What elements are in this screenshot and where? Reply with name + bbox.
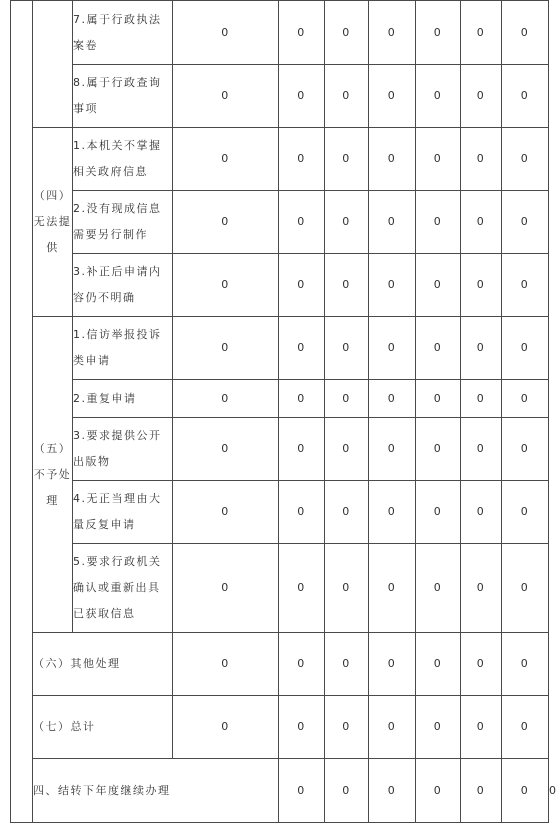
value-cell: 0 bbox=[369, 481, 416, 544]
table-row bbox=[11, 418, 549, 481]
row-label: （七）总计 bbox=[33, 696, 173, 759]
value-cell: 0 bbox=[279, 65, 325, 128]
table-row bbox=[11, 317, 549, 380]
row-label: 1.本机关不掌握相关政府信息 bbox=[73, 128, 173, 191]
value-cell: 0 bbox=[416, 65, 461, 128]
value-cell: 0 bbox=[461, 1, 502, 65]
value-cell: 0 bbox=[279, 418, 325, 481]
row-label: 8.属于行政查询事项 bbox=[73, 65, 173, 128]
value-cell: 0 bbox=[461, 191, 502, 254]
value-cell: 0 bbox=[416, 191, 461, 254]
value-cell: 0 bbox=[461, 481, 502, 544]
value-cell: 0 bbox=[416, 317, 461, 380]
value-cell: 0 bbox=[416, 633, 461, 696]
value-cell: 0 bbox=[279, 696, 325, 759]
table-row bbox=[11, 544, 549, 633]
value-cell: 0 bbox=[173, 254, 279, 317]
value-cell: 0 bbox=[369, 65, 416, 128]
value-cell: 0 bbox=[279, 633, 325, 696]
row-label: 5.要求行政机关确认或重新出具已获取信息 bbox=[73, 544, 173, 633]
value-cell: 0 bbox=[416, 380, 461, 418]
value-cell: 0 bbox=[461, 65, 502, 128]
value-cell: 0 bbox=[369, 759, 416, 823]
value-cell: 0 bbox=[325, 191, 369, 254]
value-cell: 0 bbox=[416, 481, 461, 544]
value-cell: 0 bbox=[502, 317, 549, 380]
table-row bbox=[11, 254, 549, 317]
row-label: 2.没有现成信息需要另行制作 bbox=[73, 191, 173, 254]
value-cell: 0 bbox=[369, 317, 416, 380]
table-row bbox=[11, 696, 549, 759]
value-cell: 0 bbox=[325, 481, 369, 544]
value-cell: 0 bbox=[279, 380, 325, 418]
value-cell: 0 bbox=[279, 1, 325, 65]
value-cell: 0 bbox=[325, 633, 369, 696]
value-cell: 0 bbox=[369, 418, 416, 481]
value-cell: 0 bbox=[173, 65, 279, 128]
value-cell: 0 bbox=[461, 696, 502, 759]
value-cell: 0 bbox=[416, 759, 461, 823]
row-label: 1.信访举报投诉类申请 bbox=[73, 317, 173, 380]
table-row bbox=[11, 128, 549, 191]
statistics-table bbox=[10, 0, 558, 823]
value-cell: 0 bbox=[279, 317, 325, 380]
value-cell: 0 bbox=[461, 418, 502, 481]
table-row bbox=[11, 633, 549, 696]
row-label: 4.无正当理由大量反复申请 bbox=[73, 481, 173, 544]
value-cell: 0 bbox=[416, 128, 461, 191]
value-cell: 0 bbox=[502, 128, 549, 191]
row-label: 3.要求提供公开出版物 bbox=[73, 418, 173, 481]
value-cell: 0 bbox=[502, 254, 549, 317]
value-cell: 0 bbox=[279, 191, 325, 254]
table-row bbox=[11, 65, 549, 128]
value-cell: 0 bbox=[502, 380, 549, 418]
value-cell: 0 bbox=[369, 254, 416, 317]
value-cell: 0 bbox=[173, 380, 279, 418]
outer-indent-cell bbox=[11, 1, 33, 823]
value-cell: 0 bbox=[461, 544, 502, 633]
value-cell: 0 bbox=[173, 191, 279, 254]
value-cell: 0 bbox=[325, 65, 369, 128]
value-cell: 0 bbox=[369, 380, 416, 418]
value-cell: 0 bbox=[325, 380, 369, 418]
table-row bbox=[11, 380, 549, 418]
value-cell: 0 bbox=[279, 481, 325, 544]
value-cell: 0 bbox=[325, 254, 369, 317]
table-row bbox=[11, 1, 549, 65]
value-cell: 0 bbox=[369, 191, 416, 254]
value-cell: 0 bbox=[325, 544, 369, 633]
value-cell: 0 bbox=[416, 1, 461, 65]
value-cell: 0 bbox=[461, 317, 502, 380]
value-cell: 0 bbox=[502, 696, 549, 759]
value-cell: 0 bbox=[416, 418, 461, 481]
value-cell: 0 bbox=[502, 633, 549, 696]
value-cell: 0 bbox=[502, 481, 549, 544]
row-label: 3.补正后申请内容仍不明确 bbox=[73, 254, 173, 317]
value-cell: 0 bbox=[502, 65, 549, 128]
value-cell: 0 bbox=[369, 128, 416, 191]
value-cell: 0 bbox=[173, 696, 279, 759]
value-cell: 0 bbox=[369, 633, 416, 696]
value-cell: 0 bbox=[461, 633, 502, 696]
value-cell: 0 bbox=[279, 254, 325, 317]
value-cell: 0 bbox=[279, 759, 325, 823]
value-cell: 0 bbox=[416, 544, 461, 633]
value-cell: 0 bbox=[502, 759, 549, 823]
row-label: 2.重复申请 bbox=[73, 380, 173, 418]
value-cell: 0 bbox=[369, 696, 416, 759]
value-cell: 0 bbox=[369, 1, 416, 65]
value-cell: 0 bbox=[502, 544, 549, 633]
value-cell: 0 bbox=[461, 254, 502, 317]
value-cell: 0 bbox=[502, 191, 549, 254]
value-cell: 0 bbox=[173, 544, 279, 633]
row-label: 7.属于行政执法案卷 bbox=[73, 1, 173, 65]
value-cell: 0 bbox=[173, 1, 279, 65]
value-cell: 0 bbox=[173, 633, 279, 696]
value-cell: 0 bbox=[173, 317, 279, 380]
value-cell: 0 bbox=[325, 418, 369, 481]
table-row bbox=[11, 191, 549, 254]
value-cell: 0 bbox=[325, 696, 369, 759]
value-cell: 0 bbox=[325, 1, 369, 65]
value-cell: 0 bbox=[325, 128, 369, 191]
value-cell: 0 bbox=[325, 317, 369, 380]
value-cell: 0 bbox=[173, 418, 279, 481]
value-cell: 0 bbox=[369, 544, 416, 633]
row-label: 四、结转下年度继续办理 bbox=[33, 759, 279, 823]
value-cell: 0 bbox=[502, 1, 549, 65]
value-cell: 0 bbox=[502, 418, 549, 481]
group-label-unable-to-provide: （四）无法提供 bbox=[33, 128, 73, 317]
value-cell: 0 bbox=[461, 128, 502, 191]
value-cell: 0 bbox=[173, 481, 279, 544]
group-cell-blank bbox=[33, 1, 73, 128]
value-cell: 0 bbox=[416, 254, 461, 317]
value-cell: 0 bbox=[461, 380, 502, 418]
value-cell: 0 bbox=[279, 544, 325, 633]
value-cell: 0 bbox=[416, 696, 461, 759]
row-label: （六）其他处理 bbox=[33, 633, 173, 696]
value-cell: 0 bbox=[461, 759, 502, 823]
value-cell: 0 bbox=[325, 759, 369, 823]
table-row: 四、结转下年度继续办理 0 0 0 0 0 0 0 bbox=[11, 759, 549, 823]
value-cell: 0 bbox=[279, 128, 325, 191]
group-label-not-processed: （五）不予处理 bbox=[33, 317, 73, 633]
value-cell: 0 bbox=[173, 128, 279, 191]
table-row bbox=[11, 481, 549, 544]
